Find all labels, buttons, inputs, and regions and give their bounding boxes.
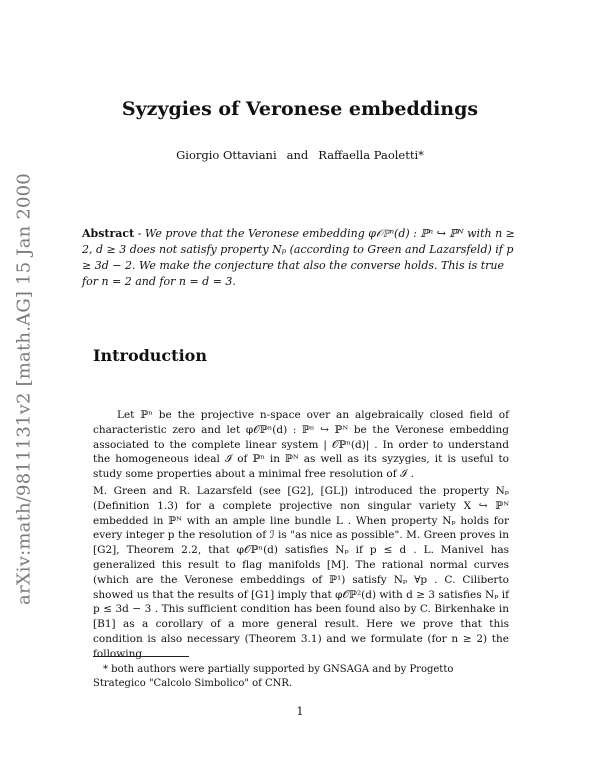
author-ottaviani: Giorgio Ottaviani bbox=[176, 148, 277, 162]
arxiv-identifier: arXiv:math/9811131v2 [math.AG] 15 Jan 2000 bbox=[13, 173, 35, 605]
section-heading-introduction: Introduction bbox=[93, 346, 207, 365]
author-conjunction: and bbox=[286, 148, 309, 162]
footnote: * both authors were partially supported by GNSAGA and by Progetto Strategico "Calcolo Simbolico" of CNR. bbox=[93, 664, 454, 689]
abstract bbox=[82, 226, 518, 290]
page-number: 1 bbox=[296, 705, 304, 718]
intro-paragraph-1: Let ℙⁿ be the projective n-space over an algebraically closed field of characteristic zero and let φ𝒪ℙⁿ(d) : ℙⁿ ↪ ℙᴺ be the Veronese embedding associated to the complete linear system | 𝒪ℙⁿ(d)| . In order to understand the homogeneous ideal ℐ of ℙⁿ in ℙᴺ as well as its syzygies, it is useful to study some properties about a minimal free resolution of ℐ . bbox=[93, 409, 509, 481]
abstract-text: - We prove that the Veronese embedding φ𝒪ℙⁿ(d) : ℙⁿ ↪ ℙᴺ with n ≥ 2, d ≥ 3 does not satisfy property Nₚ (according to Green and Lazarsfeld) if p ≥ 3d − 2. We make the conjecture that also the converse holds. This is true for n = 2 and for n = d = 3. bbox=[82, 227, 515, 288]
intro-paragraph-2: M. Green and R. Lazarsfeld (see [G2], [GL]) introduced the property Nₚ (Definition 1.3) for a complete projective non singular variety X ↪ ℙᴺ embedded in ℙᴺ with an ample line bundle L . When property Nₚ holds for every integer p the resolution of ℐ is "as nice as possible". M. Green proves in [G2], Theorem 2.2, that φ𝒪ℙⁿ(d) satisfies Nₚ if p ≤ d . L. Manivel has generalized this result to flag manifolds [M]. The rational normal curves (which are the Veronese embeddings of ℙ¹) satisfy Nₚ ∀p . C. Ciliberto showed us that the results of [G1] imply that φ𝒪ℙ²(d) with d ≥ 3 satisfies Nₚ if p ≤ 3d − 3 . This sufficient condition has been found also by C. Birkenhake in [B1] as a corollary of a more general result. Here we prove that this condition is also necessary (Theorem 3.1) and we formulate (for n ≥ 2) the following bbox=[93, 485, 509, 660]
author-line bbox=[0, 148, 600, 162]
abstract-label: Abstract bbox=[82, 227, 135, 240]
arxiv-sidebar bbox=[6, 164, 42, 614]
footnote-rule bbox=[93, 656, 189, 657]
author-paoletti: Raffaella Paoletti* bbox=[318, 148, 424, 162]
paper-title: Syzygies of Veronese embeddings bbox=[121, 98, 479, 120]
